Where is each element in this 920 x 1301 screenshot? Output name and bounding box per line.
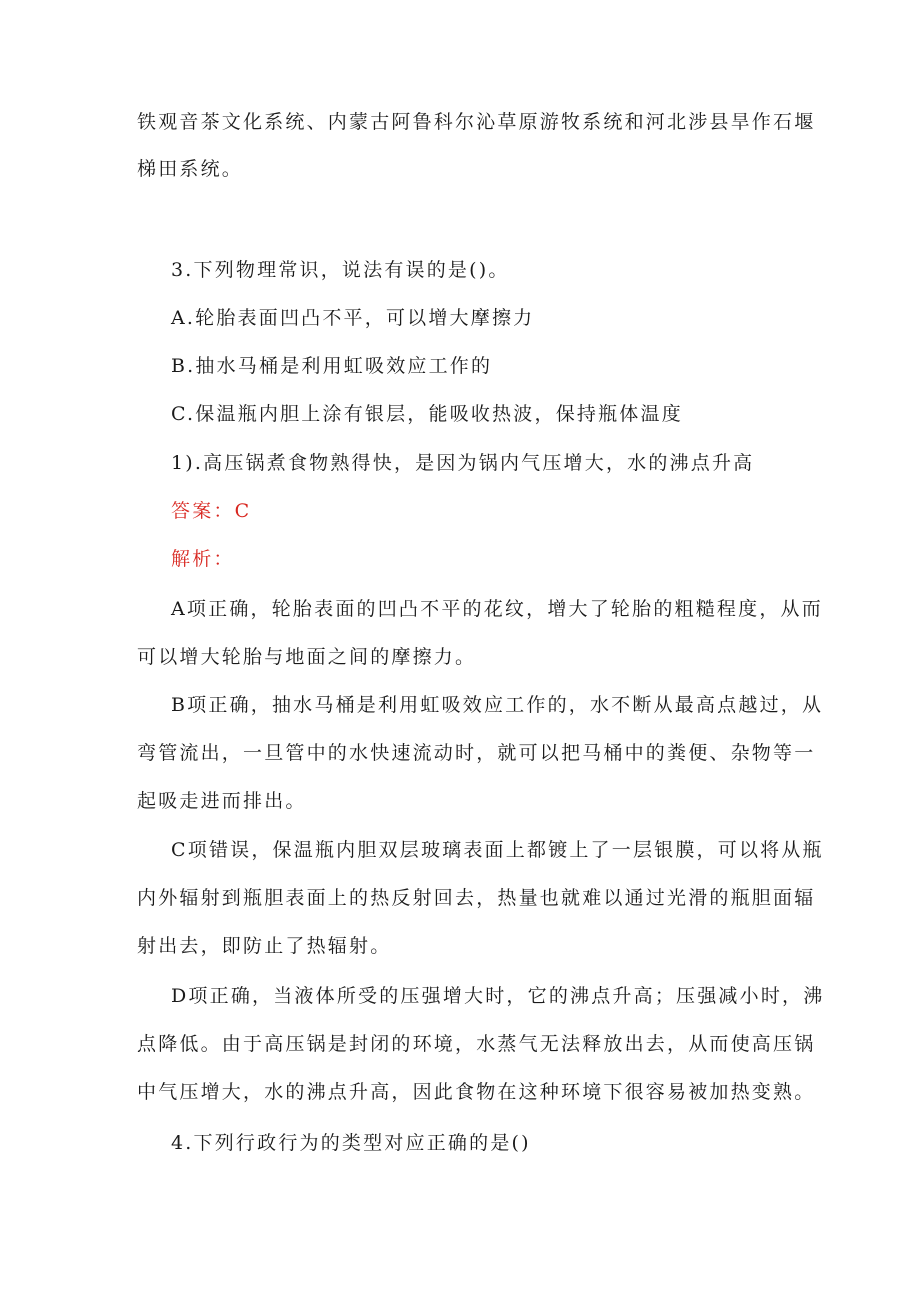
analysis-c-line-1: C项错误，保温瓶内胆双层玻璃表面上都镀上了一层银膜，可以将从瓶 (171, 839, 824, 861)
answer-label: 答案：C (171, 500, 252, 522)
intro-line-2: 梯田系统。 (137, 158, 244, 180)
question-3-option-a: A.轮胎表面凹凸不平，可以增大摩擦力 (171, 307, 535, 329)
question-3-option-c: C.保温瓶内胆上涂有银层，能吸收热波，保持瓶体温度 (171, 403, 683, 425)
analysis-a-line-1: A项正确，轮胎表面的凹凸不平的花纹，增大了轮胎的粗糙程度，从而 (171, 598, 823, 620)
question-3-stem: 3.下列物理常识，说法有误的是()。 (171, 259, 510, 281)
question-3-option-d: 1).高压锅煮食物熟得快，是因为锅内气压增大，水的沸点升高 (171, 452, 755, 474)
analysis-b-line-1: B项正确，抽水马桶是利用虹吸效应工作的，水不断从最高点越过，从 (171, 694, 824, 716)
analysis-d-line-3: 中气压增大，水的沸点升高，因此食物在这种环境下很容易被加热变熟。 (137, 1081, 816, 1103)
question-4-stem: 4.下列行政行为的类型对应正确的是() (171, 1132, 531, 1154)
analysis-b-line-2: 弯管流出，一旦管中的水快速流动时，就可以把马桶中的粪便、杂物等一 (137, 742, 816, 764)
analysis-b-line-3: 起吸走进而排出。 (137, 790, 307, 812)
analysis-c-line-3: 射出去，即防止了热辐射。 (137, 935, 392, 957)
analysis-a-line-2: 可以增大轮胎与地面之间的摩擦力。 (137, 646, 477, 668)
analysis-label: 解析： (171, 548, 235, 570)
question-3-option-b: B.抽水马桶是利用虹吸效应工作的 (171, 355, 493, 377)
intro-line-1: 铁观音茶文化系统、内蒙古阿鲁科尔沁草原游牧系统和河北涉县旱作石堰 (137, 111, 816, 133)
analysis-d-line-2: 点降低。由于高压锅是封闭的环境，水蒸气无法释放出去，从而使高压锅 (137, 1033, 816, 1055)
analysis-d-line-1: D项正确，当液体所受的压强增大时，它的沸点升高；压强减小时，沸 (171, 985, 825, 1007)
analysis-c-line-2: 内外辐射到瓶胆表面上的热反射回去，热量也就难以通过光滑的瓶胆面辐 (137, 887, 816, 909)
